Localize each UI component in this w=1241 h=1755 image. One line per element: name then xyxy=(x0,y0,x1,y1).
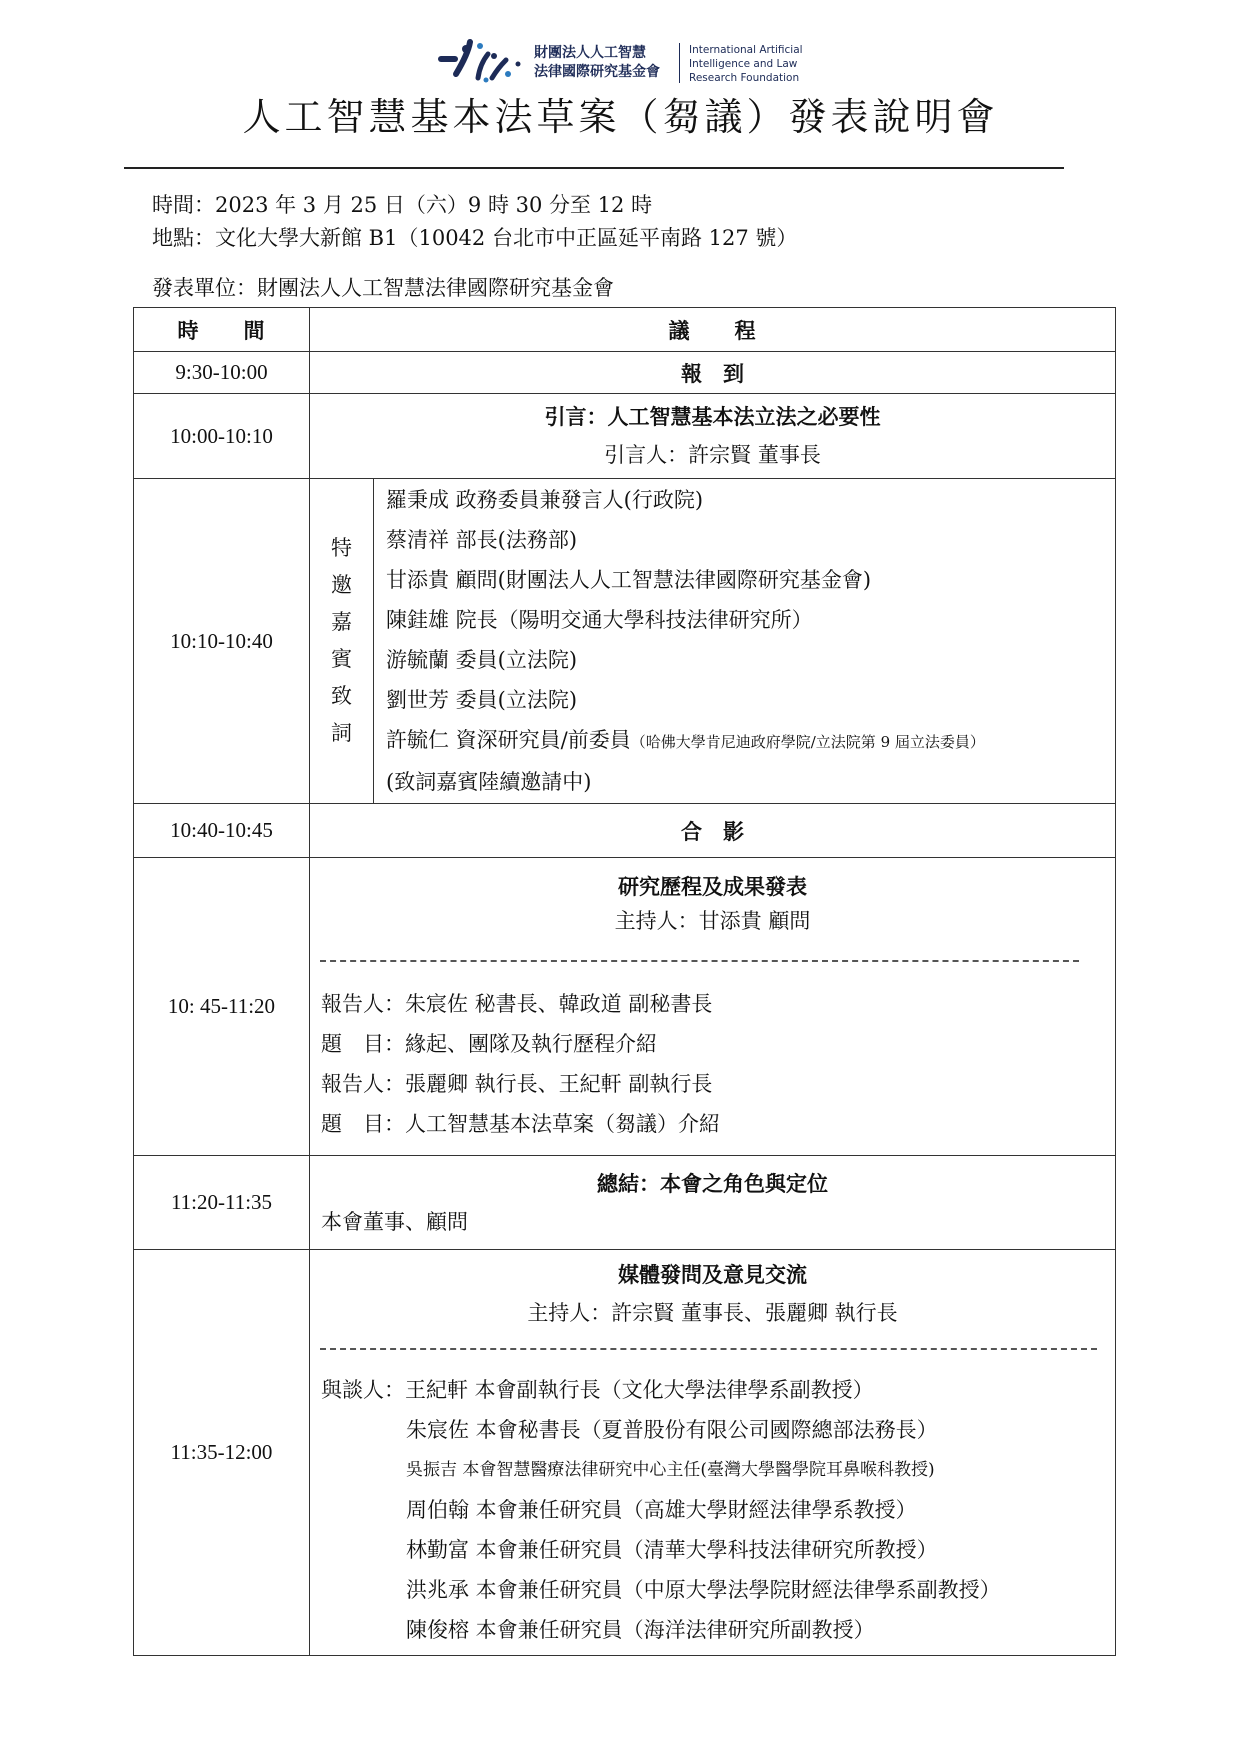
speaker: 陳銈雄 院長（陽明交通大學科技法律研究所） xyxy=(386,608,813,632)
presentation-item: 題 目：緣起、團隊及執行歷程介紹 xyxy=(321,1031,657,1056)
table-row xyxy=(134,1250,1116,1656)
panelist: 林勤富 本會兼任研究員（清華大學科技法律研究所教授） xyxy=(406,1537,938,1562)
row-time: 9:30-10:00 xyxy=(134,352,310,394)
page-title: 人工智慧基本法草案（芻議）發表說明會 xyxy=(242,95,999,139)
row-title: 媒體發問及意見交流 xyxy=(618,1261,807,1287)
table-row xyxy=(134,858,1116,1156)
table-header-row xyxy=(134,308,1116,352)
row-time: 11:35-12:00 xyxy=(134,1250,310,1656)
row-host: 主持人：許宗賢 董事長、張麗卿 執行長 xyxy=(527,1300,898,1325)
row-time: 10:10-10:40 xyxy=(134,479,310,804)
speaker: 甘添貴 顧問(財團法人人工智慧法律國際研究基金會) xyxy=(386,568,872,592)
speaker: 劉世芳 委員(立法院) xyxy=(386,688,578,712)
logo-name-en: International Artificial Intelligence and Law Research Foundation xyxy=(689,44,803,84)
special-guests-label: 特 邀 嘉 賓 致 詞 xyxy=(310,479,374,804)
panelist: 吳振吉 本會智慧醫療法律研究中心主任(臺灣大學醫學院耳鼻喉科教授) xyxy=(406,1459,935,1480)
schedule-table xyxy=(133,307,1115,1656)
speaker: 羅秉成 政務委員兼發言人(行政院) xyxy=(386,488,704,512)
panelist: 陳俊榕 本會兼任研究員（海洋法律研究所副教授） xyxy=(406,1617,875,1642)
row-title: 總結：本會之角色與定位 xyxy=(597,1170,828,1196)
panelist: 與談人：王紀軒 本會副執行長（文化大學法律學系副教授） xyxy=(321,1377,874,1402)
row-title: 報 到 xyxy=(310,352,1116,394)
foundation-logo xyxy=(436,34,816,90)
table-row xyxy=(134,479,1116,804)
row-time: 10: 45-11:20 xyxy=(134,858,310,1156)
speaker-invite-note: (致詞嘉賓陸續邀請中) xyxy=(386,770,592,794)
header-time: 時 間 xyxy=(134,308,310,352)
presentation-item: 題 目：人工智慧基本法草案（芻議）介紹 xyxy=(321,1111,720,1136)
presentation-item: 報告人：張麗卿 執行長、王紀軒 副執行長 xyxy=(321,1071,713,1096)
table-row xyxy=(134,394,1116,479)
panelist: 洪兆承 本會兼任研究員（中原大學法學院財經法律學系副教授） xyxy=(406,1577,1001,1602)
speaker: 游毓蘭 委員(立法院) xyxy=(386,648,578,672)
table-row xyxy=(134,352,1116,394)
row-host: 主持人：甘添貴 顧問 xyxy=(614,908,811,933)
row-time: 10:40-10:45 xyxy=(134,804,310,858)
speaker: 許毓仁 資深研究員/前委員（哈佛大學肯尼迪政府學院/立法院第 9 屆立法委員） xyxy=(386,728,985,752)
row-title: 引言：人工智慧基本法立法之必要性 xyxy=(544,404,881,429)
row-body: 本會董事、顧問 xyxy=(321,1209,468,1234)
presentation-item: 報告人：朱宸佐 秘書長、韓政道 副秘書長 xyxy=(321,991,713,1016)
table-row xyxy=(134,1156,1116,1250)
event-organizer: 發表單位：財團法人人工智慧法律國際研究基金會 xyxy=(152,276,614,300)
header-agenda: 議 程 xyxy=(310,308,1116,352)
row-title: 合 影 xyxy=(310,804,1116,858)
row-time: 10:00-10:10 xyxy=(134,394,310,479)
panelist: 朱宸佐 本會秘書長（夏普股份有限公司國際總部法務長） xyxy=(406,1417,938,1442)
speaker-note: （哈佛大學肯尼迪政府學院/立法院第 9 屆立法委員） xyxy=(630,733,985,751)
row-host: 引言人：許宗賢 董事長 xyxy=(604,443,821,467)
event-location: 地點：文化大學大新館 B1（10042 台北市中正區延平南路 127 號） xyxy=(152,226,798,250)
logo-divider xyxy=(679,43,680,83)
row-time: 11:20-11:35 xyxy=(134,1156,310,1250)
panelist: 周伯翰 本會兼任研究員（高雄大學財經法律學系教授） xyxy=(406,1497,917,1522)
title-divider xyxy=(124,167,1064,169)
row-title: 研究歷程及成果發表 xyxy=(618,873,807,899)
logo-mark-icon xyxy=(436,34,532,90)
logo-name-zh: 財團法人人工智慧 法律國際研究基金會 xyxy=(534,45,660,80)
event-time: 時間：2023 年 3 月 25 日（六）9 時 30 分至 12 時 xyxy=(152,193,653,217)
table-row xyxy=(134,804,1116,858)
speaker: 蔡清祥 部長(法務部) xyxy=(386,528,578,552)
